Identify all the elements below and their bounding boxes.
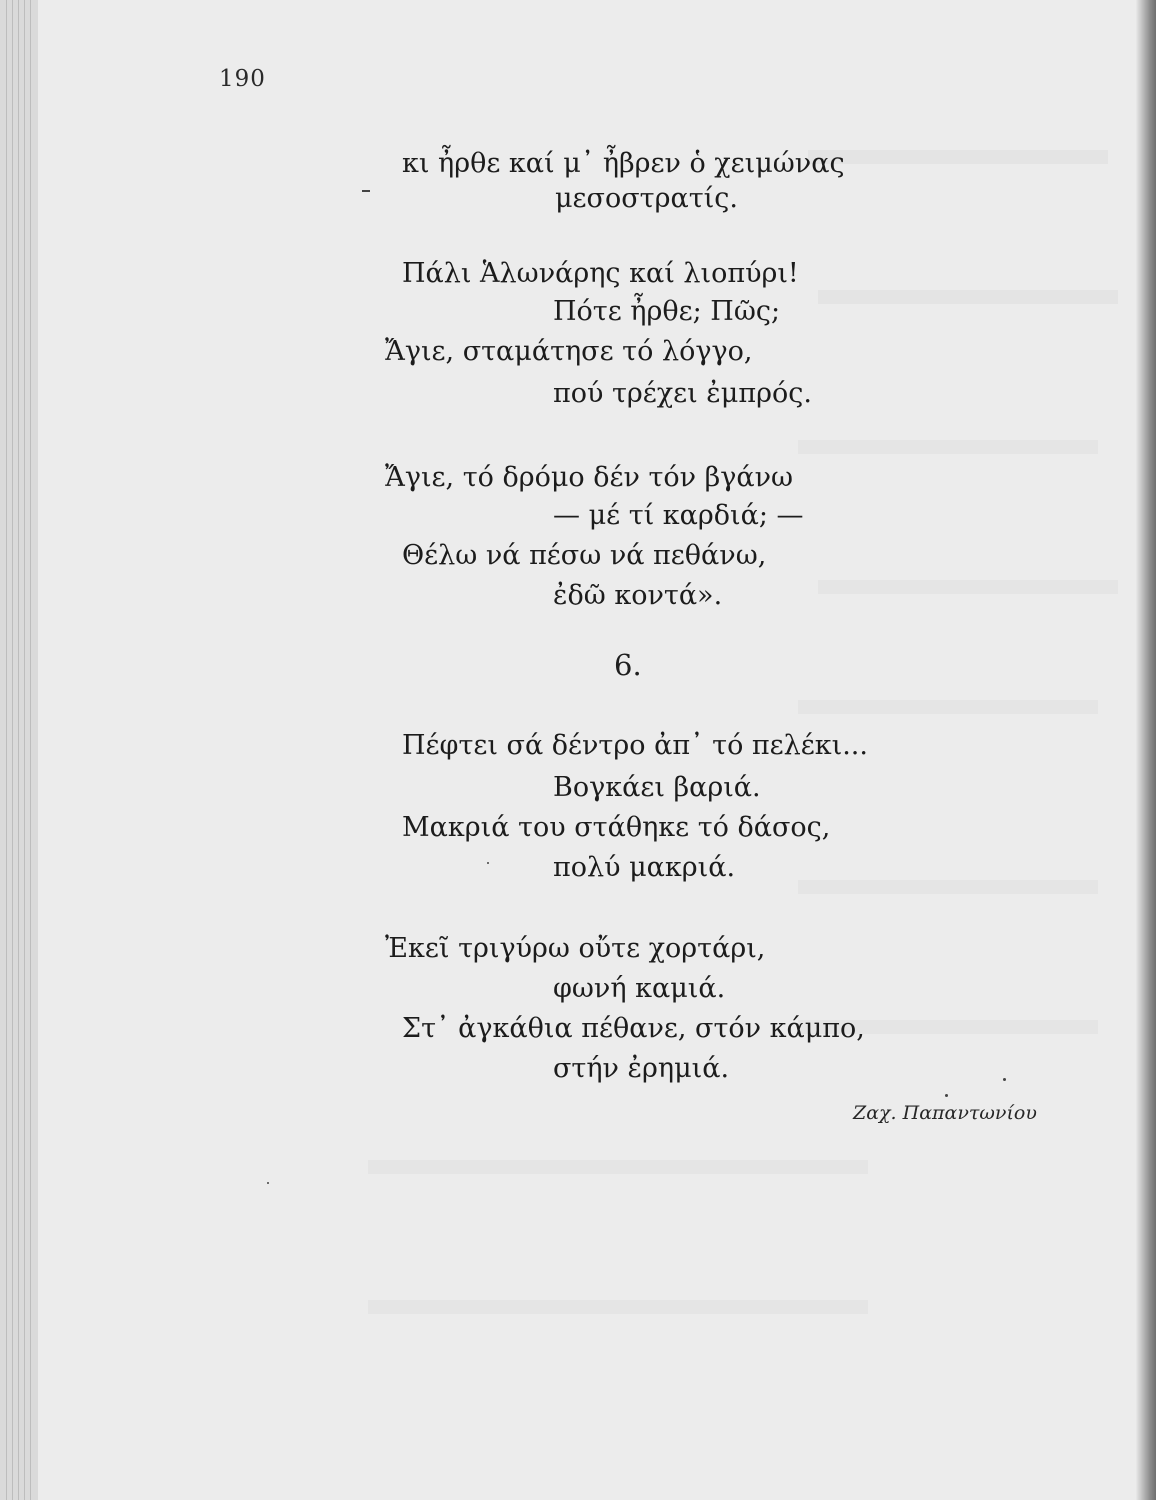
page-number: 190 xyxy=(219,66,266,92)
ink-speck xyxy=(267,1182,269,1184)
poem-line: Θέλω νά πέσω νά πεθάνω, xyxy=(402,540,767,571)
poem-line: — μέ τί καρδιά; — xyxy=(553,500,804,531)
poem-line: Πέφτει σά δέντρο ἀπ᾽ τό πελέκι... xyxy=(402,730,868,761)
poem-line: στήν ἐρημιά. xyxy=(553,1053,730,1084)
poem-line: Ἄγιε, σταμάτησε τό λόγγο, xyxy=(385,336,753,367)
author-signature: Ζαχ. Παπαντωνίου xyxy=(853,1102,1037,1124)
poem-line: πού τρέχει ἐμπρός. xyxy=(553,378,812,409)
page-edges xyxy=(0,0,39,1500)
poem-line: μεσοστρατίς. xyxy=(555,183,738,214)
poem-line: πολύ μακριά. xyxy=(553,852,736,883)
poem-line: Ἐκεῖ τριγύρω οὔτε χορτάρι, xyxy=(385,933,766,964)
poem-line: Πότε ἦρθε; Πῶς; xyxy=(553,296,781,327)
ink-speck xyxy=(1003,1078,1006,1081)
poem-line: Στ᾽ ἀγκάθια πέθανε, στόν κάμπο, xyxy=(402,1013,865,1044)
section-number: 6. xyxy=(614,648,642,682)
poem-line: φωνή καμιά. xyxy=(553,973,726,1004)
poem-line: κι ἦρθε καί μ᾽ ἦβρεν ὁ χειμώνας xyxy=(402,148,845,179)
poem-line: Βογκάει βαριά. xyxy=(553,772,761,803)
ink-mark xyxy=(362,190,370,192)
ink-speck xyxy=(487,862,489,864)
poem-line: Ἄγιε, τό δρόμο δέν τόν βγάνω xyxy=(385,462,794,493)
poem-line: Πάλι Ἁλωνάρης καί λιοπύρι! xyxy=(402,258,799,289)
poem-line: ἐδῶ κοντά». xyxy=(553,580,723,611)
binding-shadow xyxy=(1136,0,1156,1500)
poem-line: Μακριά του στάθηκε τό δάσος, xyxy=(402,812,831,843)
ink-speck xyxy=(945,1094,948,1097)
